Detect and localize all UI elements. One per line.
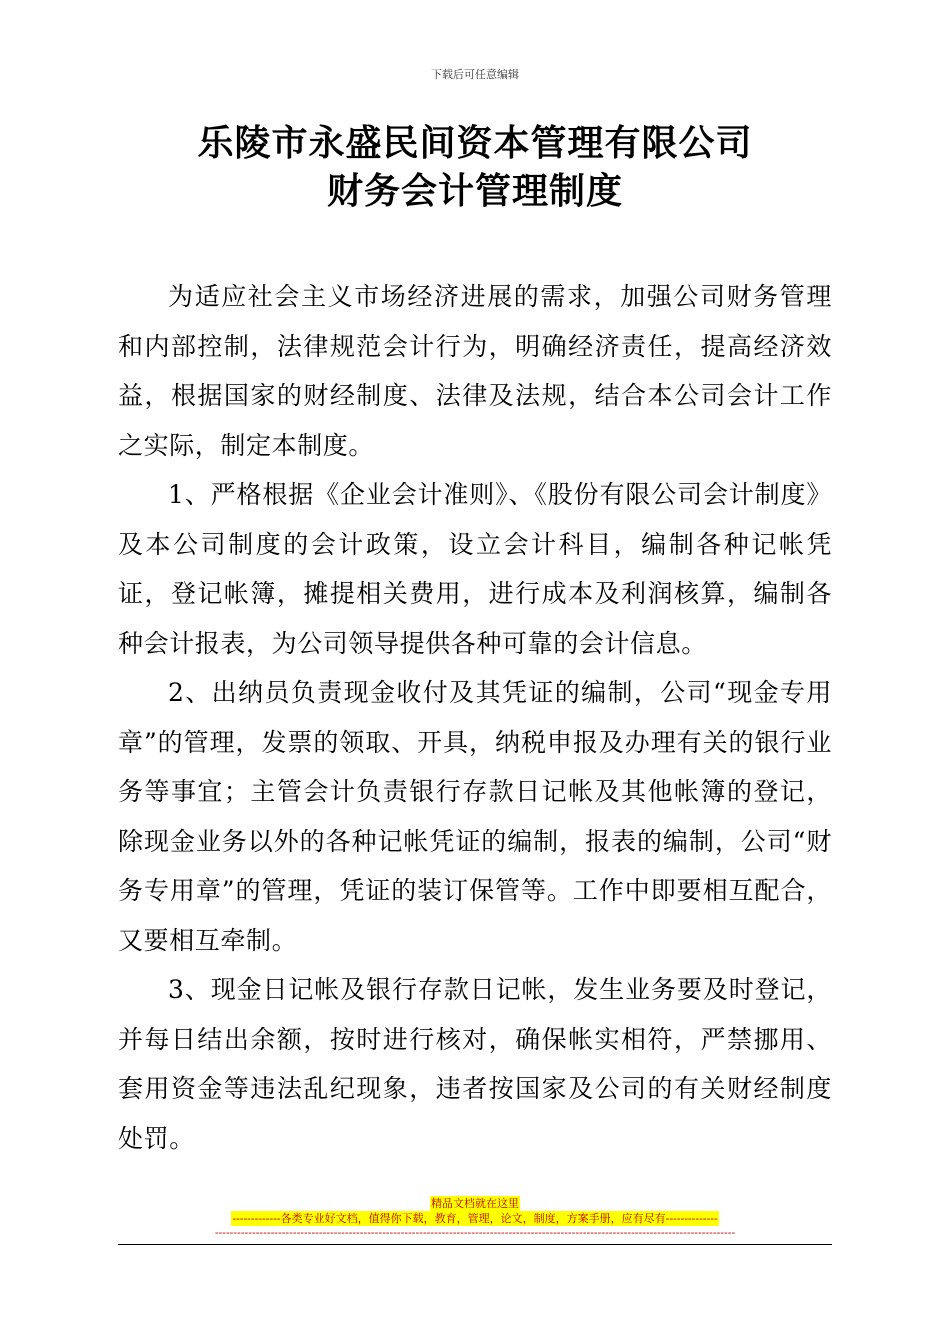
promo-dashes: -------------------------------------------------------------------------------------------------------------------------------------------- <box>214 1226 736 1239</box>
paragraph-item-1: 1、严格根据《企业会计准则》、《股份有限公司会计制度》及本公司制度的会计政策，设立会计科目，编制各种记帐凭证，登记帐簿，摊提相关费用，进行成本及利润核算，编制各种会计报表，为公司领导提供各种可靠的会计信息。 <box>118 480 832 658</box>
paragraph-intro: 为适应社会主义市场经济进展的需求，加强公司财务管理和内部控制，法律规范会计行为，明确经济责任，提高经济效益，根据国家的财经制度、法律及法规，结合本公司会计工作之实际，制定本制度。 <box>118 282 832 460</box>
title-subject: 财务会计管理制度 <box>326 171 623 212</box>
title-company: 乐陵市永盛民间资本管理有限公司 <box>197 123 753 164</box>
paragraph-item-3: 3、现金日记帐及银行存款日记帐，发生业务要及时登记，并每日结出余额，按时进行核对，确保帐实相符，严禁挪用、套用资金等违法乱纪现象，违者按国家及公司的有关财经制度处罚。 <box>118 975 832 1153</box>
footer-divider <box>118 1244 832 1245</box>
promo-text: -------------各类专业好文档，值得你下载，教育，管理，论文，制度，方案手册，应有尽有-------------- <box>232 1212 718 1225</box>
paragraph-item-2: 2、出纳员负责现金收付及其凭证的编制，公司“现金专用章”的管理，发票的领取、开具，纳税申报及办理有关的银行业务等事宜；主管会计负责银行存款日记帐及其他帐簿的登记，除现金业务以外的各种记帐凭证的编制，报表的编制，公司“财务专用章”的管理，凭证的装订保管等。工作中即要相互配合，又要相互牵制。 <box>118 678 832 955</box>
page-header-note: 下载后可任意编辑 <box>431 68 519 81</box>
document-body <box>118 272 832 1163</box>
promo-title: 精品文档就在这里 <box>431 1197 519 1210</box>
footer-promo <box>0 1196 950 1239</box>
document-title <box>0 120 950 216</box>
